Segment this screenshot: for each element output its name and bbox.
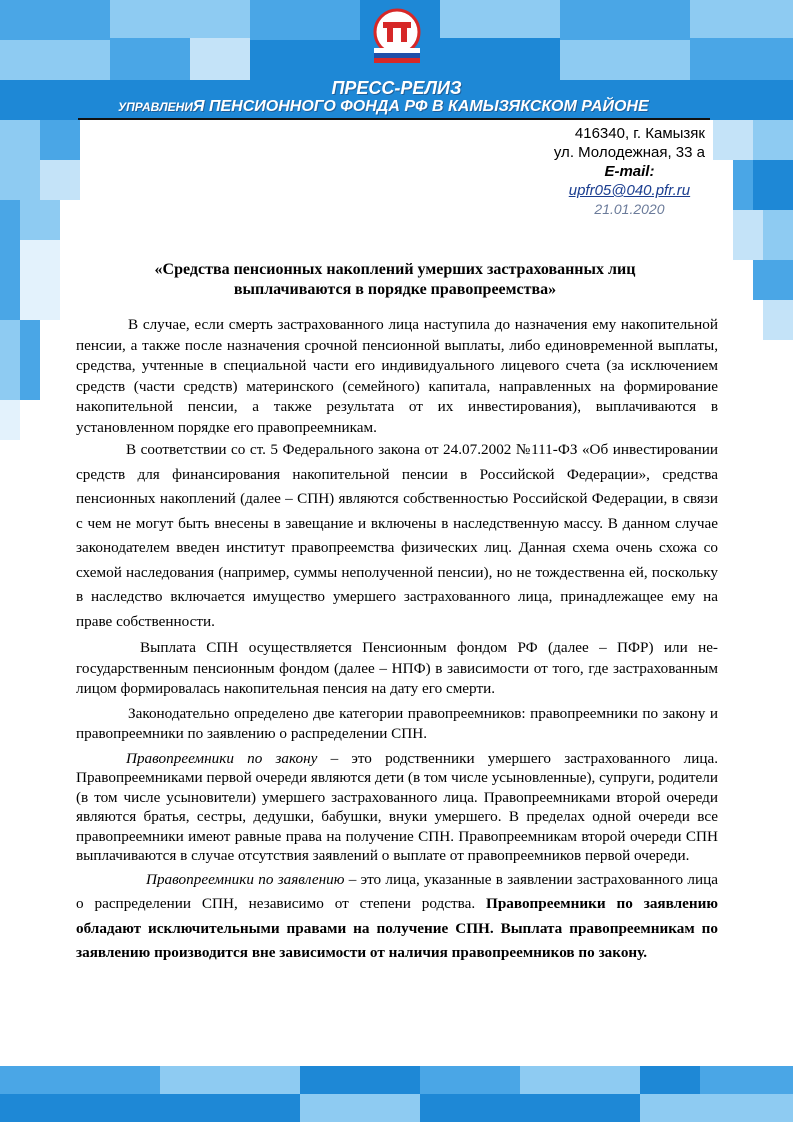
paragraph-3: Выплата СПН осуществляется Пенсионным фондом РФ (далее – ПФР) или не-государственным пенсионным фондом (далее – НПФ) в зависимости от того, где застрахованным лицом формировалась накопительная пенсия на дату его смерти. (76, 639, 718, 697)
email-link[interactable]: upfr05@040.pfr.ru (568, 182, 691, 199)
organization-prefix: УПРАВЛЕНИ (118, 100, 193, 114)
release-date: 21.01.2020 (594, 201, 665, 217)
paragraph-6-text: – это лица, указанные в заявлении застрахованного лица о распределении СПН, независимо от степени родства. (76, 870, 719, 912)
postal-address: 416340, г. Камызяк (574, 125, 705, 142)
paragraph-5 (76, 749, 718, 866)
organization-suffix: Я ПЕНСИОННОГО ФОНДА РФ В КАМЫЗЯКСКОМ РАЙОНЕ (192, 98, 649, 115)
document-title (110, 260, 680, 300)
press-release-title: ПРЕСС-РЕЛИЗ (331, 78, 462, 98)
document-title-line1: «Средства пенсионных накоплений умерших застрахованных лиц (154, 261, 636, 278)
header-divider (78, 118, 710, 120)
paragraph-1: В случае, если смерть застрахованного лица наступила до назначения ему накопительной пенсии, а также после назначения срочной пенсионной выплаты, либо единовременной выплаты, средства, учтенные в специальной части его индивидуального лицевого счета (за исключением средств (части средств) материнского (семейного) капитала, направленных на формирование накопительной пенсии, а также результата от их инвестирования), выплачиваются в установленном порядке его правопреемникам. (76, 316, 718, 436)
organization-name (118, 98, 678, 116)
email-label: E-mail: (604, 163, 655, 180)
document-body (76, 315, 718, 966)
contact-block (554, 124, 705, 219)
paragraph-4: Законодательно определено две категории правопреемников: правопреемники по закону и правопреемники по заявлению о распределении СПН. (76, 704, 718, 742)
street-address: ул. Молодежная, 33 а (553, 144, 705, 161)
document-title-line2: выплачиваются в порядке правопреемства» (233, 281, 557, 298)
paragraph-6 (76, 868, 718, 966)
paragraph-6-emphasis: Правопреемники по заявлению обладают исключительными правами на получение СПН. Выплата правопреемникам по заявлению производится вне зависимости от наличия правопреемников по закону. (76, 895, 718, 961)
paragraph-2: В соответствии со ст. 5 Федерального закона от 24.07.2002 №111-ФЗ «Об инвестировании средств для финансирования накопительной пенсии в Российской Федерации», средства пенсионных накоплений (далее – СПН) являются собственностью Российской Федерации, в связи с чем не могут быть внесены в завещание и включены в наследственную массу. В данном случае законодателем введен институт правопреемства физических лиц. Данная схема очень схожа со схемой наследования (например, суммы неполученной пенсии), но не тождественна ей, поскольку в наследство включается имущество умершего застрахованного лица, принадлежащее ему на праве собственности. (76, 441, 718, 630)
paragraph-5-text: – это родственники умершего застрахованного лица. Правопреемниками первой очереди являются дети (в том числе усыновленные), супруги, родители (в том числе усыновители) умершего застрахованного лица. Правопреемниками второй очереди являются братья, сестры, дедушки, бабушки, внуки умершего. В пределах одной очереди все правопреемники имеют равные права на получение СПН. Правопреемникам второй очереди СПН выплачиваются в случае отсутствия заявлений о выплате от правопреемников первой очереди. (76, 749, 719, 864)
paragraph-5-term: Правопреемники по закону (126, 749, 318, 767)
paragraph-6-term: Правопреемники по заявлению (146, 870, 345, 888)
pfr-logo (366, 8, 428, 68)
